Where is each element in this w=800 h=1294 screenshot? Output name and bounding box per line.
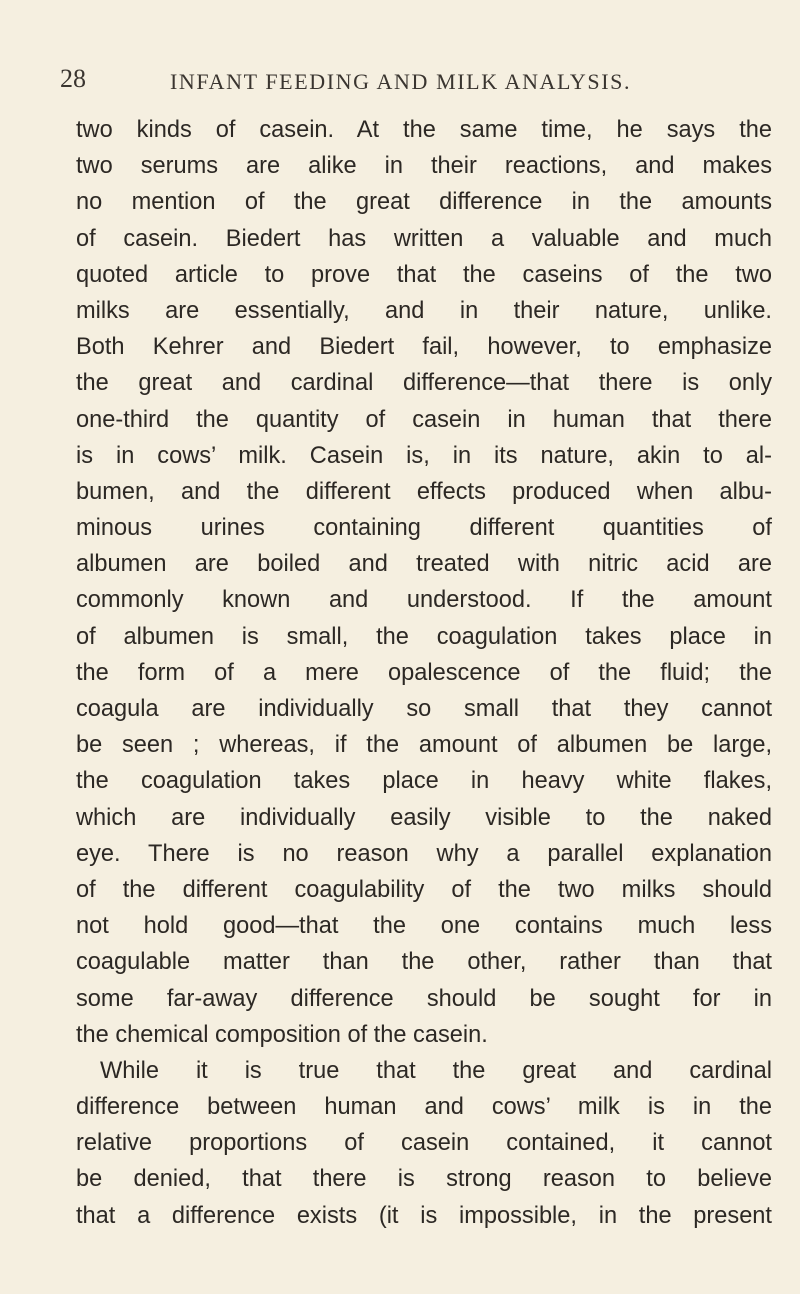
text-line: that a difference exists (it is impossible, in the present (76, 1202, 772, 1229)
text-line: of albumen is small, the coagulation takes place in (76, 623, 772, 650)
text-line: is in cows’ milk. Casein is, in its nature, akin to al- (76, 442, 772, 469)
running-head-title: INFANT FEEDING AND MILK ANALYSIS. (170, 69, 632, 94)
text-line: the form of a mere opalescence of the fluid; the (76, 659, 772, 686)
text-line: the great and cardinal difference—that there is only (76, 370, 772, 397)
text-line: minous urines containing different quantities of (76, 515, 772, 542)
text-line: two serums are alike in their reactions, and makes (76, 153, 772, 180)
text-line: eye. There is no reason why a parallel explanation (76, 840, 772, 867)
text-line: which are individually easily visible to the naked (76, 804, 772, 831)
text-line: commonly known and understood. If the amount (76, 587, 772, 614)
text-line: one-third the quantity of casein in human that there (76, 406, 772, 433)
text-line: quoted article to prove that the caseins of the two (76, 261, 772, 288)
text-line: be seen ; whereas, if the amount of albumen be large, (76, 732, 772, 759)
text-line: no mention of the great difference in the amounts (76, 189, 772, 216)
text-line: coagula are individually so small that they cannot (76, 696, 772, 722)
body-text (76, 112, 772, 1234)
text-line: some far-away difference should be sought for in (76, 985, 772, 1012)
text-line: of the different coagulability of the two milks should (76, 876, 772, 903)
text-line: milks are essentially, and in their nature, unlike. (76, 297, 772, 324)
text-line: Both Kehrer and Biedert fail, however, to emphasize (76, 334, 772, 361)
text-line: the coagulation takes place in heavy white flakes, (76, 768, 772, 795)
text-line: coagulable matter than the other, rather than that (76, 949, 772, 976)
text-line: While it is true that the great and cardinal (100, 1057, 772, 1084)
text-line: not hold good—that the one contains much less (76, 913, 772, 940)
text-line: the chemical composition of the casein. (76, 1021, 488, 1048)
text-line: bumen, and the different effects produced when albu- (76, 478, 772, 505)
running-head (60, 64, 760, 100)
page-number: 28 (60, 64, 86, 93)
text-line: difference between human and cows’ milk is in the (76, 1094, 772, 1121)
text-line: relative proportions of casein contained, it cannot (76, 1130, 772, 1157)
text-line: two kinds of casein. At the same time, he says the (76, 117, 772, 143)
text-line: be denied, that there is strong reason to believe (76, 1166, 772, 1193)
text-line: albumen are boiled and treated with nitric acid are (76, 551, 772, 578)
text-line: of casein. Biedert has written a valuable and much (76, 225, 772, 252)
